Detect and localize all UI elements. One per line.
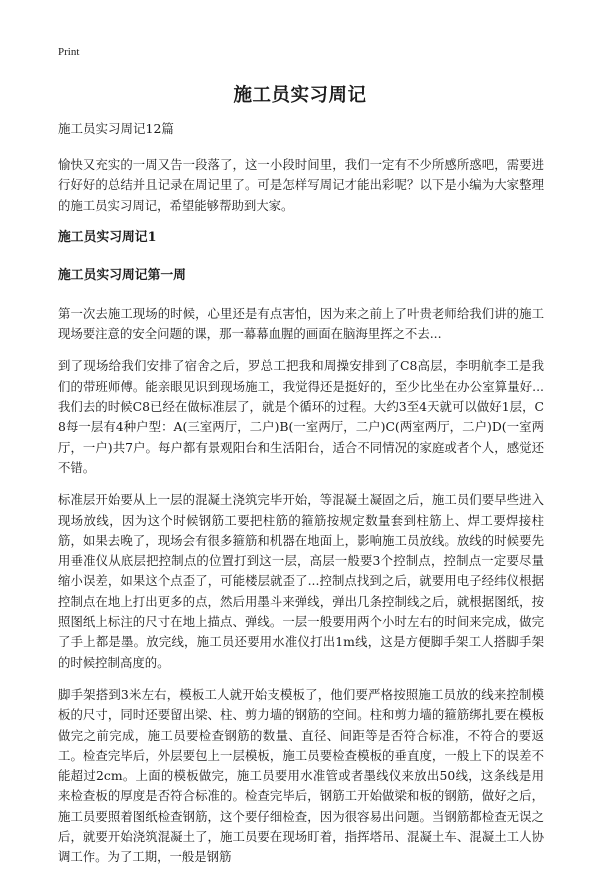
section-heading: 施工员实习周记1 [58,229,157,245]
article-subtitle: 施工员实习周记12篇 [58,121,174,136]
body-paragraph: 脚手架搭到3米左右，模板工人就开始支模板了，他们要严格按照施工员放的线来控制模板的尺寸，同时还要留出梁、柱、剪力墙的钢筋的空间。柱和剪力墙的箍筋绑扎要在模板做完之前完成，施工员要检查钢筋的数量、直径、间距等是否符合标准，不符合的要返工。检查完毕后，外层要包上一层模板，施工员要检查模板的垂直度，一般上下的误差不能超过2cm。上面的模板做完，施工员要用水准管或者墨线仪来放出50线，这条线是用来检查板的厚度是否符合标准的。检查完毕后，钢筋工开始做梁和板的钢筋，做好之后，施工员要照着图纸检查钢筋，这个要仔细检查，因为很容易出问题。当钢筋都检查无误之后，就要开始浇筑混凝土了，施工员要在现场盯着，指挥塔吊、混凝土车、混凝土工人协调工作。为了工期，一般是钢筋 [58,686,544,865]
page-title: 施工员实习周记 [233,85,367,106]
body-paragraph: 标准层开始要从上一层的混凝土浇筑完毕开始，等混凝土凝固之后，施工员们要早些进入现场放线，因为这个时候钢筋工要把柱筋的箍筋按规定数量套到柱筋上、焊工要焊接柱筋，如果去晚了，现场会有很多箍筋和机器在地面上，影响施工员放线。放线的时候要先用垂准仪从底层把控制点的位置打到这一层，高层一般要3个控制点，控制点一定要尽量缩小误差，如果这个点歪了，可能楼层就歪了...控制点找到之后，就要用电子经纬仪根据控制点在地上打出更多的点，然后用墨斗来弹线，弹出几条控制线之后，就根据图纸，按照图纸上标注的尺寸在地上描点、弹线。一层一般要用两个小时左右的时间来完成，做完了手上都是墨。放完线，施工员还要用水准仪打出1m线，这是方便脚手架工人搭脚手架的时候控制高度的。 [58,492,544,670]
intro-paragraph: 愉快又充实的一周又告一段落了，这一小段时间里，我们一定有不少所感所惑吧，需要进行好好的总结并且记录在周记里了。可是怎样写周记才能出彩呢？以下是小编为大家整理的施工员实习周记，希望能够帮助到大家。 [58,157,544,213]
article-body [58,120,544,880]
print-link[interactable]: Print [58,46,80,58]
week-heading: 施工员实习周记第一周 [58,267,186,283]
body-paragraph: 到了现场给我们安排了宿舍之后，罗总工把我和周操安排到了C8高层，李明航李工是我们的带班师傅。能亲眼见识到现场施工，我觉得还是挺好的，至少比坐在办公室算量好...我们去的时候C8已经在做标准层了，就是个循环的过程。大约3至4天就可以做好1层，C8每一层有4种户型：A(三室两厅，二户)B(一室两厅，二户)C(两室两厅，二户)D(一室两厅，一户)共7户。每户都有景观阳台和生活阳台，适合不同情况的家庭或者个人，感觉还不错。 [58,358,544,475]
body-paragraph: 第一次去施工现场的时候，心里还是有点害怕，因为来之前上了叶贵老师给我们讲的施工现场要注意的安全问题的课，那一幕幕血腥的画面在脑海里挥之不去... [58,305,544,342]
